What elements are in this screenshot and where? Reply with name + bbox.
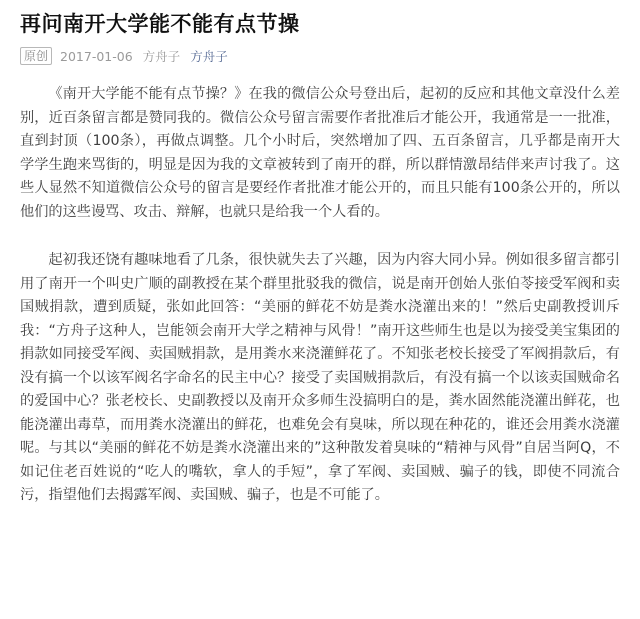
account-link[interactable]: 方舟子 xyxy=(190,49,228,64)
author-name: 方舟子 xyxy=(142,49,181,64)
publish-date: 2017-01-06 xyxy=(60,48,133,64)
original-badge: 原创 xyxy=(20,47,52,65)
paragraph: 《南开大学能不能有点节操？》在我的微信公众号登出后，起初的反应和其他文章没什么差别，近百条留言都是赞同我的。微信公众号留言需要作者批准后才能公开，我通常是一一批准，直到封顶（100条），再做点调整。几个小时后，突然增加了四、五百条留言，几乎都是南开大学学生跑来骂街的，明显是因为我的文章被转到了南开的群，所以群情激昂结伴来声讨我了。这些人显然不知道微信公众号的留言是要经作者批准才能公开的，而且只能有100条公开的，所以他们的这些谩骂、攻击、辩解，也就只是给我一个人看的。 xyxy=(20,86,620,220)
article-meta xyxy=(20,46,620,66)
article-body xyxy=(20,83,620,508)
article-title: 再问南开大学能不能有点节操 xyxy=(20,12,300,36)
paragraph: 起初我还饶有趣味地看了几条，很快就失去了兴趣，因为内容大同小异。例如很多留言都引用了南开一个叫史广顺的副教授在某个群里批驳我的微信，说是南开创始人张伯苓接受军阀和卖国贼捐款，遭到质疑，张如此回答：“美丽的鲜花不妨是粪水浇灌出来的！”然后史副教授训斥我：“方舟子这种人，岂能领会南开大学之精神与风骨！”南开这些师生也是以为接受美宝集团的捐款如同接受军阀、卖国贼捐款，是用粪水来浇灌鲜花了。不知张老校长接受了军阀捐款后，有没有搞一个以该军阀名字命名的民主中心？接受了卖国贼捐款后，有没有搞一个以该卖国贼命名的爱国中心？张老校长、史副教授以及南开众多师生没搞明白的是，粪水固然能浇灌出鲜花，也能浇灌出毒草，而用粪水浇灌出的鲜花，也难免会有臭味，所以现在种花的，谁还会用粪水浇灌呢。与其以“美丽的鲜花不妨是粪水浇灌出来的”这种散发着臭味的“精神与风骨”自居当阿Q，不如记住老百姓说的“吃人的嘴软，拿人的手短”，拿了军阀、卖国贼、骗子的钱，即使不同流合污，指望他们去揭露军阀、卖国贼、骗子，也是不可能了。 xyxy=(20,252,620,503)
